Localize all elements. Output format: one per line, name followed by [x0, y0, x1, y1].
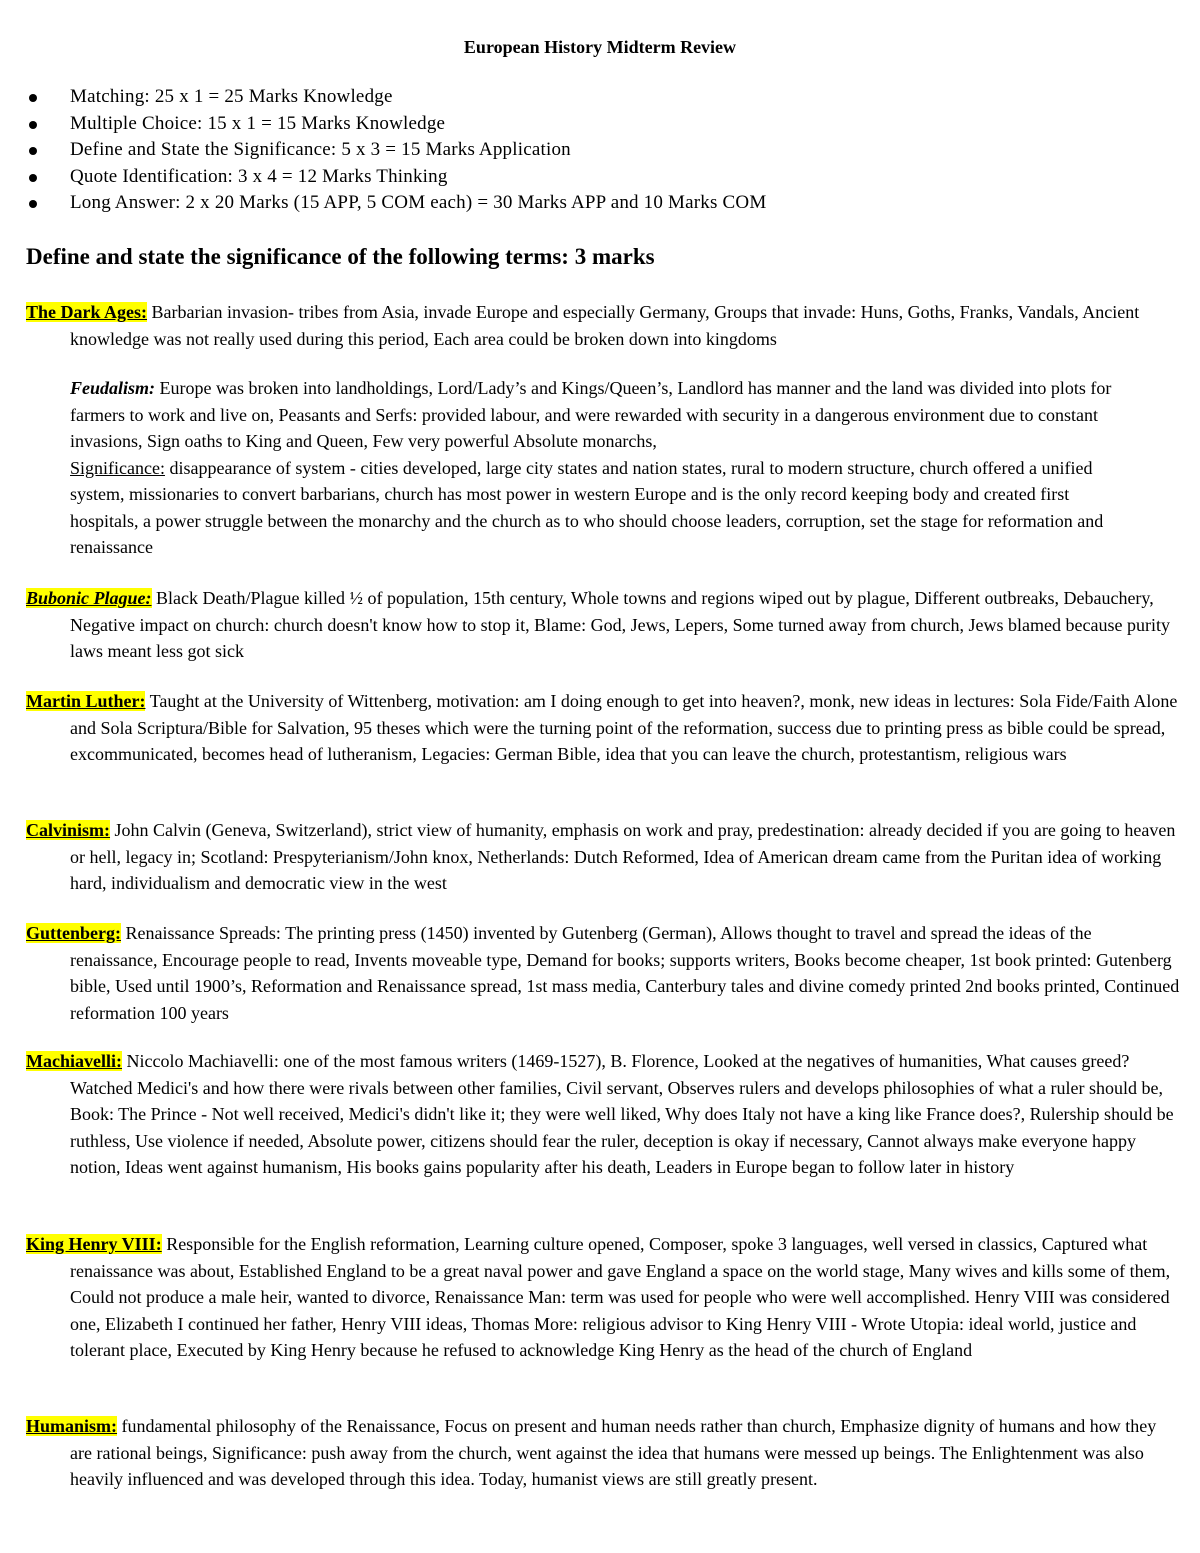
exam-breakdown-list: [26, 85, 766, 218]
term-definition: Niccolo Machiavelli: one of the most famous writers (1469-1527), B. Florence, Looked at the negatives of humanities, What causes greed? Watched Medici's and how there were rivals between other families, Civil servant, Observes rulers and develops philosophies of what a ruler should be, Book: The Prince - Not well received, Medici's didn't like it; they were well liked, Why does Italy not have a king like France does?, Rulership should be ruthless, Use violence if needed, Absolute power, citizens should fear the ruler, deception is okay if necessary, Cannot always make everyone happy notion, Ideas went against humanism, His books gains popularity after his death, Leaders in Europe began to follow later in history: [70, 1051, 1174, 1177]
term-definition: Black Death/Plague killed ½ of population, 15th century, Whole towns and regions wiped out by plague, Different outbreaks, Debauchery, Negative impact on church: church doesn't know how to stop it, Blame: God, Jews, Lepers, Some turned away from church, Jews blamed because purity laws meant less got sick: [70, 588, 1170, 661]
list-item-text: Matching: 25 x 1 = 25 Marks Knowledge: [70, 86, 393, 107]
entry-calvinism: [26, 817, 1180, 897]
term-definition: Barbarian invasion- tribes from Asia, invade Europe and especially Germany, Groups that invade: Huns, Goths, Franks, Vandals, Ancient knowledge was not really used during this period, Each area could be broken down into kingdoms: [70, 302, 1140, 349]
section-heading: Define and state the significance of the following terms: 3 marks: [26, 244, 655, 269]
significance-paragraph: [70, 455, 1136, 561]
entry-bubonic-plague: [26, 585, 1180, 665]
term-definition: Responsible for the English reformation, Learning culture opened, Composer, spoke 3 languages, well versed in classics, Captured what renaissance was about, Established England to be a great naval power and gave England a space on the world stage, Many wives and kills some of them, Could not produce a male heir, wanted to divorce, Renaissance Man: term was used for people who were well accomplished. Henry VIII was considered one, Elizabeth I continued her father, Henry VIII ideas, Thomas More: religious advisor to King Henry VIII - Wrote Utopia: ideal world, justice and tolerant place, Executed by King Henry because he refused to acknowledge King Henry as the head of the church of England: [70, 1234, 1171, 1360]
term-label: Martin Luther:: [26, 691, 146, 711]
bullet-icon: [29, 121, 37, 129]
significance-label: Significance:: [70, 457, 165, 478]
term-definition: fundamental philosophy of the Renaissance, Focus on present and human needs rather than church, Emphasize dignity of humans and how they are rational beings, Significance: push away from the church, went against the idea that humans were messed up beings. The Enlightenment was also heavily influenced and was developed through this idea. Today, humanist views are still greatly present.: [70, 1416, 1157, 1489]
term-label: King Henry VIII:: [26, 1234, 162, 1254]
entry-dark-ages: [26, 299, 1180, 352]
document-title: European History Midterm Review: [463, 37, 737, 57]
term-definition: Taught at the University of Wittenberg, motivation: am I doing enough to get into heaven?, monk, new ideas in lectures: Sola Fide/Faith Alone and Sola Scriptura/Bible for Salvation, 95 theses which were the turning point of the reformation, success due to printing press as bible could be spread, excommunicated, becomes head of lutheranism, Legacies: German Bible, idea that you can leave the church, protestantism, religious wars: [70, 691, 1178, 764]
term-definition: Europe was broken into landholdings, Lord/Lady’s and Kings/Queen’s, Landlord has manner and the land was divided into plots for farmers to work and live on, Peasants and Serfs: provided labour, and were rewarded with security in a dangerous environment due to constant invasions, Sign oaths to King and Queen, Few very powerful Absolute monarchs,: [70, 378, 1112, 451]
term-definition: John Calvin (Geneva, Switzerland), strict view of humanity, emphasis on work and pray, predestination: already decided if you are going to heaven or hell, legacy in; Scotland: Prespyterianism/John knox, Netherlands: Dutch Reformed, Idea of American dream came from the Puritan idea of working hard, individualism and democratic view in the west: [70, 820, 1176, 893]
term-label: Guttenberg:: [26, 923, 121, 943]
list-item: [26, 138, 766, 165]
term-definition: Renaissance Spreads: The printing press (1450) invented by Gutenberg (German), Allows thought to travel and spread the ideas of the renaissance, Encourage people to read, Invents moveable type, Demand for books; supports writers, Books become cheaper, 1st book printed: Gutenberg bible, Used until 1900’s, Reformation and Renaissance spread, 1st mass media, Canterbury tales and divine comedy printed 2nd books printed, Continued reformation 100 years: [70, 923, 1180, 1023]
term-label: Feudalism:: [70, 378, 156, 398]
list-item-text: Quote Identification: 3 x 4 = 12 Marks Thinking: [70, 165, 448, 187]
list-item-text: Multiple Choice: 15 x 1 = 15 Marks Knowledge: [70, 112, 446, 134]
list-item-text: Long Answer: 2 x 20 Marks (15 APP, 5 COM each) = 30 Marks APP and 10 Marks COM: [70, 192, 767, 213]
list-item: [26, 85, 766, 112]
bullet-icon: [29, 147, 37, 155]
term-label: Machiavelli:: [26, 1051, 122, 1071]
term-label: Bubonic Plague:: [26, 588, 152, 608]
entry-machiavelli: [26, 1048, 1180, 1181]
term-label: The Dark Ages:: [26, 302, 147, 322]
entry-guttenberg: [26, 920, 1180, 1026]
list-item: [26, 191, 766, 218]
entry-martin-luther: [26, 688, 1180, 768]
entry-king-henry: [26, 1231, 1180, 1364]
bullet-icon: [29, 174, 37, 182]
significance-text: disappearance of system - cities developed, large city states and nation states, rural to modern structure, church offered a unified system, missionaries to convert barbarians, church has most power in western Europe and is the only record keeping body and created first hospitals, a power struggle between the monarchy and the church as to who should choose leaders, corruption, set the stage for reformation and renaissance: [70, 457, 1104, 557]
list-item: [26, 112, 766, 139]
term-label: Humanism:: [26, 1416, 118, 1436]
term-label: Calvinism:: [26, 820, 111, 840]
list-item: [26, 165, 766, 192]
bullet-icon: [29, 94, 37, 102]
entry-humanism: [26, 1413, 1180, 1493]
entry-feudalism: [70, 375, 1136, 561]
bullet-icon: [29, 200, 37, 208]
list-item-text: Define and State the Significance: 5 x 3 = 15 Marks Application: [70, 139, 571, 160]
